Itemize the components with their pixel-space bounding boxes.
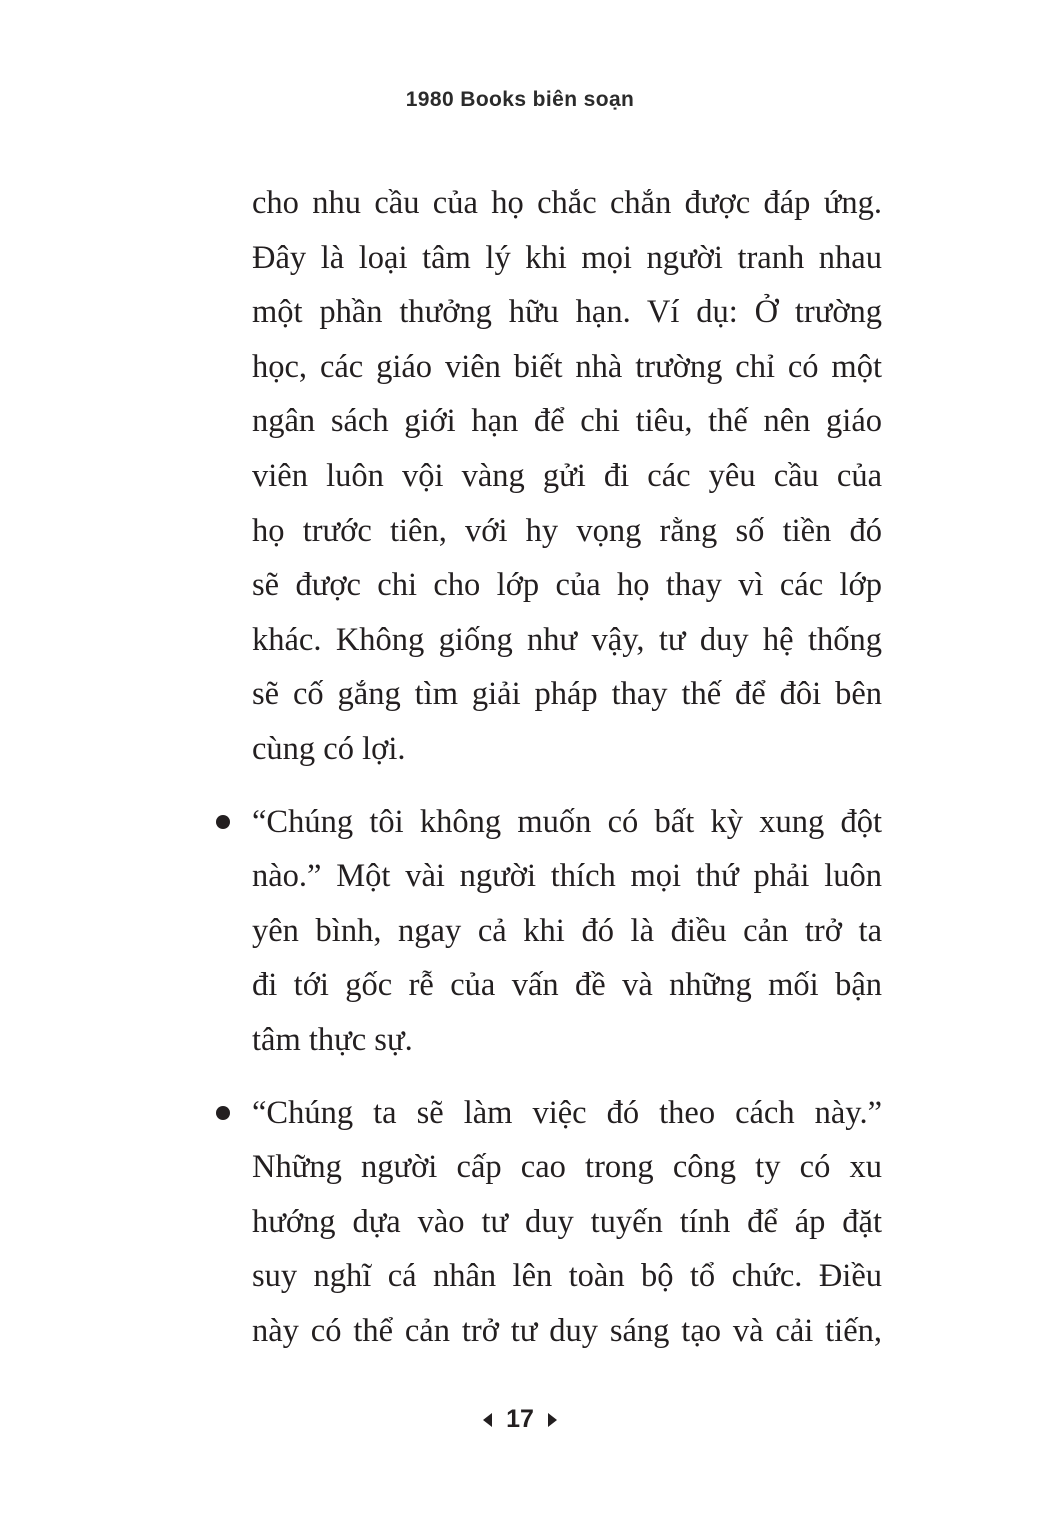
text-line: ngân sách giới hạn để chi tiêu, thế nên giáo — [252, 403, 882, 440]
text-line: suy nghĩ cá nhân lên toàn bộ tổ chức. Điều — [252, 1258, 882, 1295]
running-header: 1980 Books biên soạn — [405, 88, 635, 111]
page-number: 17 — [506, 1405, 534, 1433]
text-line: học, các giáo viên biết nhà trường chỉ có một — [252, 348, 882, 385]
text-line: tâm thực sự. — [252, 1021, 413, 1058]
page-body — [252, 176, 882, 1358]
text-line: này có thể cản trở tư duy sáng tạo và cải tiến, — [252, 1312, 882, 1349]
bullet-dot-icon — [216, 1106, 230, 1120]
bullet-item — [252, 1086, 882, 1359]
text-line: sẽ cố gắng tìm giải pháp thay thế để đôi bên — [252, 676, 882, 713]
text-line: viên luôn vội vàng gửi đi các yêu cầu của — [252, 457, 882, 494]
triangle-left-icon — [483, 1413, 492, 1427]
page-footer — [0, 1405, 1040, 1434]
bullet-item — [252, 795, 882, 1068]
paragraph-continuation — [252, 176, 882, 777]
text-line: đi tới gốc rễ của vấn đề và những mối bận — [252, 967, 882, 1004]
text-line: cho nhu cầu của họ chắc chắn được đáp ứng. — [252, 185, 882, 221]
text-line: hướng dựa vào tư duy tuyến tính để áp đặt — [252, 1203, 882, 1240]
text-line: yên bình, ngay cả khi đó là điều cản trở ta — [252, 912, 882, 949]
text-line: khác. Không giống như vậy, tư duy hệ thống — [252, 621, 882, 658]
text-line: “Chúng ta sẽ làm việc đó theo cách này.” — [252, 1094, 882, 1131]
triangle-right-icon — [548, 1413, 557, 1427]
text-line: “Chúng tôi không muốn có bất kỳ xung đột — [252, 803, 882, 840]
text-line: nào.” Một vài người thích mọi thứ phải luôn — [252, 858, 882, 895]
text-line: Đây là loại tâm lý khi mọi người tranh nhau — [252, 239, 882, 276]
text-line: Những người cấp cao trong công ty có xu — [252, 1149, 882, 1186]
text-line: sẽ được chi cho lớp của họ thay vì các lớp — [252, 567, 882, 604]
text-line: cùng có lợi. — [252, 730, 406, 767]
text-line: một phần thưởng hữu hạn. Ví dụ: Ở trường — [252, 294, 882, 331]
text-line: họ trước tiên, với hy vọng rằng số tiền đó — [252, 512, 882, 549]
bullet-dot-icon — [216, 815, 230, 829]
